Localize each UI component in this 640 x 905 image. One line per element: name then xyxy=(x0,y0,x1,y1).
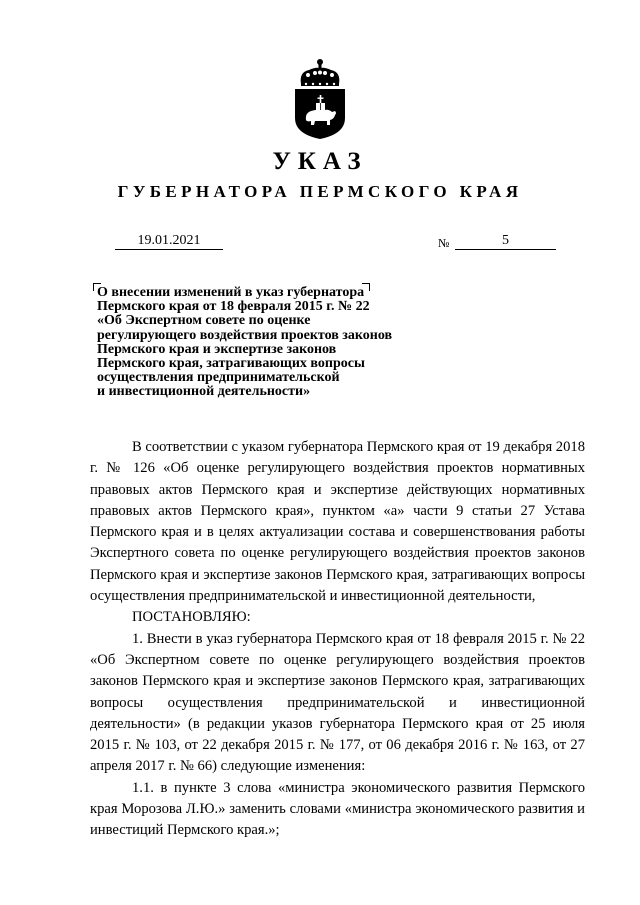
subject-line: О внесении изменений в указ губернатора xyxy=(97,285,365,300)
shield-icon xyxy=(295,89,345,139)
decree-subject xyxy=(97,286,437,400)
item-1-1-paragraph: 1.1. в пункте 3 слова «министра экономического развития Пермского края Морозова Л.Ю.» заменить словами «министра экономического развития и инвестиций Пермского края.»; xyxy=(90,779,585,839)
subject-line: регулирующего воздействия проектов законов xyxy=(97,327,393,343)
decree-body xyxy=(90,437,585,842)
coat-of-arms-emblem xyxy=(291,58,349,140)
crown-icon xyxy=(301,59,340,86)
subject-line: Пермского края от 18 февраля 2015 г. № 22 xyxy=(97,299,370,315)
item-1-paragraph: 1. Внести в указ губернатора Пермского края от 18 февраля 2015 г. № 22 «Об Экспертном совете по оценке регулирующего воздействия проектов законов Пермского края и экспертизе законов Пермского края, затрагивающих вопросы осуществления предпринимательской и инвестиционной деятельности» (в редакции указов губернатора Пермского края от 25 июля 2015 г. № 103, от 22 декабря 2015 г. № 177, от 06 декабря 2016 г. № 163, от 27 апреля 2017 г. № 66) следующие изменения: xyxy=(90,630,585,775)
document-subtitle: ГУБЕРНАТОРА ПЕРМСКОГО КРАЯ xyxy=(117,182,523,201)
subject-line: осуществления предпринимательской xyxy=(97,370,340,386)
document-number: 5 xyxy=(455,233,556,250)
subject-line: Пермского края, затрагивающих вопросы xyxy=(97,356,365,372)
subject-line: Пермского края и экспертизе законов xyxy=(97,341,337,357)
document-date: 19.01.2021 xyxy=(115,233,223,250)
decree-word: ПОСТАНОВЛЯЮ: xyxy=(132,609,251,626)
preamble-paragraph: В соответствии с указом губернатора Пермского края от 19 декабря 2018 г. № 126 «Об оценке регулирующего воздействия проектов нормативных правовых актов Пермского края и экспертизе действующих нормативных правовых актов Пермского края», пунктом «а» части 9 статьи 27 Устава Пермского края и в целях актуализации состава и совершенствования работы Экспертного совета по оценке регулирующего воздействия проектов законов Пермского края и экспертизе законов Пермского края, затрагивающих вопросы осуществления предпринимательской и инвестиционной деятельности, xyxy=(90,439,585,605)
subject-line: и инвестиционной деятельности» xyxy=(97,384,311,400)
subject-line: «Об Экспертном совете по оценке xyxy=(97,313,311,329)
number-label: № xyxy=(438,236,450,250)
document-title: УКАЗ xyxy=(272,148,368,175)
